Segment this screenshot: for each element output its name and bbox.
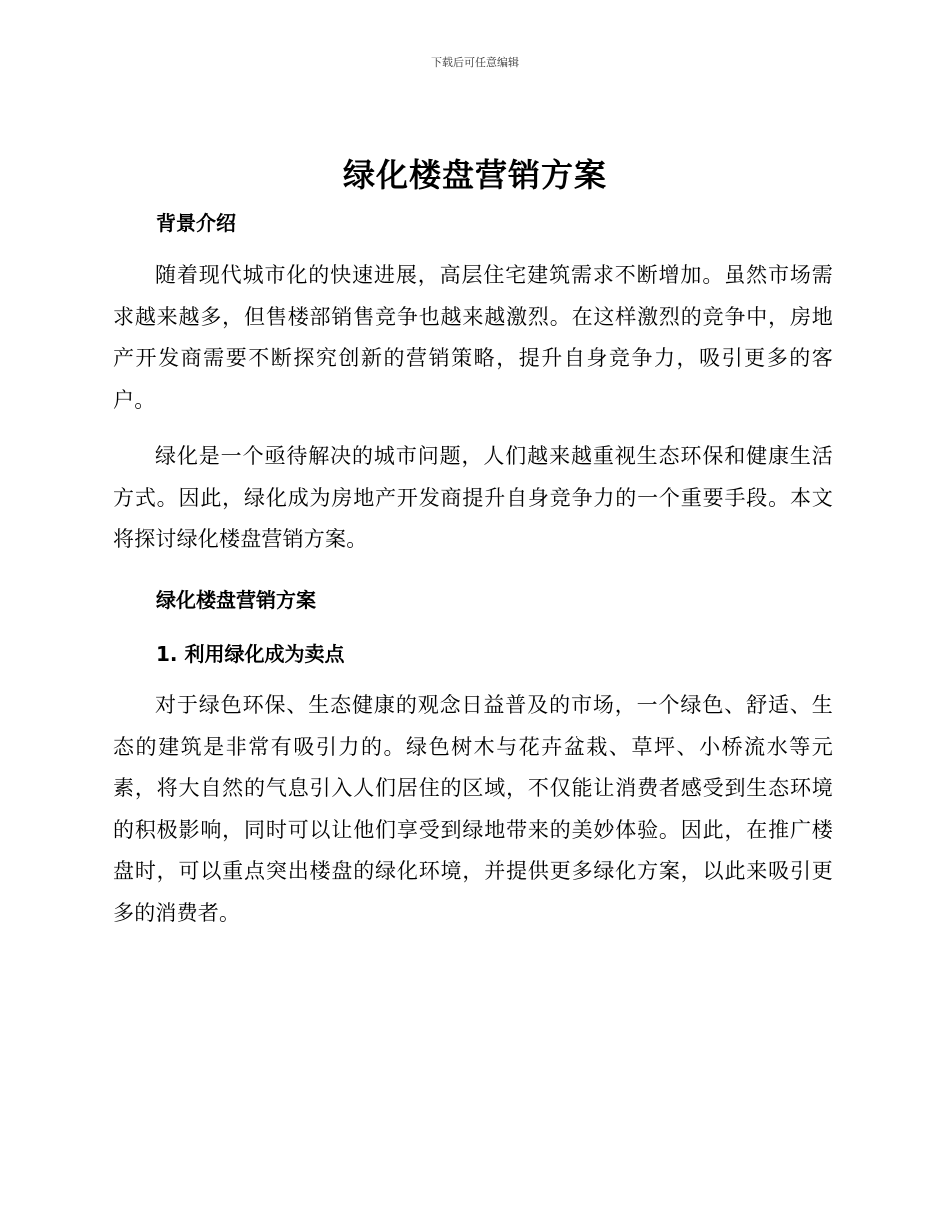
section-heading-background: 背景介绍 — [156, 211, 236, 235]
paragraph-background-1: 随着现代城市化的快速进展，高层住宅建筑需求不断增加。虽然市场需求越来越多，但售楼部销售竞争也越来越激烈。在这样激烈的竞争中，房地产开发商需要不断探究创新的营销策略，提升自身竞争力，吸引更多的客户。 — [113, 263, 833, 412]
document-title: 绿化楼盘营销方案 — [342, 156, 607, 194]
subsection-heading-point-1: 1. 利用绿化成为卖点 — [156, 642, 345, 666]
paragraph-background-2: 绿化是一个亟待解决的城市问题，人们越来越重视生态环保和健康生活方式。因此，绿化成为房地产开发商提升自身竞争力的一个重要手段。本文将探讨绿化楼盘营销方案。 — [113, 444, 833, 551]
section-heading-plan: 绿化楼盘营销方案 — [156, 588, 316, 612]
paragraph-point-1: 对于绿色环保、生态健康的观念日益普及的市场，一个绿色、舒适、生态的建筑是非常有吸引力的。绿色树木与花卉盆栽、草坪、小桥流水等元素，将大自然的气息引入人们居住的区域，不仅能让消费者感受到生态环境的积极影响，同时可以让他们享受到绿地带来的美妙体验。因此，在推广楼盘时，可以重点突出楼盘的绿化环境，并提供更多绿化方案，以此来吸引更多的消费者。 — [113, 693, 833, 925]
header-note: 下载后可任意编辑 — [431, 56, 519, 69]
